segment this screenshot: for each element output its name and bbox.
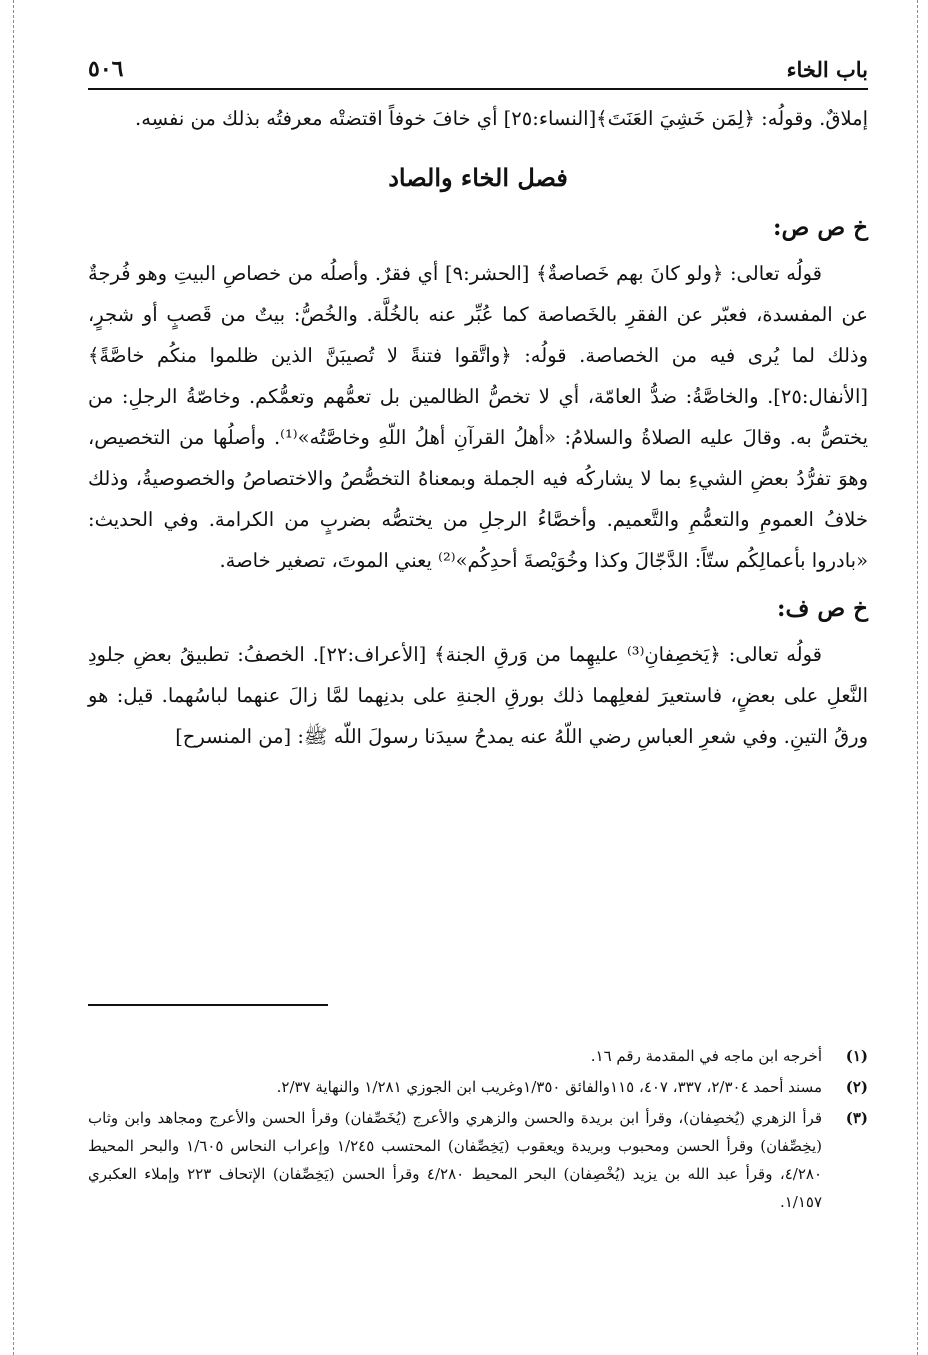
root-heading: خ ص ص: xyxy=(773,214,868,241)
chapter-title: باب الخاء xyxy=(786,57,868,82)
footnote-number: (٣) xyxy=(845,1109,868,1127)
entry-paragraph: قولُه تعالى: ﴿يَخصِفانِ⁽³⁾ عليهِما من وَرقِ الجنة﴾ [الأعراف:٢٢]. الخصفُ: تطبيقُ بعضِ جلودِ النَّعلِ على بعضٍ، فاستعيرَ لفعلِهما ذلك بورقِ الجنةِ على بدنِهما لمَّا زالَ عنهما لباسُهما. قيل: هو ورقُ التينِ. وفي شعرِ العباسِ رضي اللّهُ عنه يمدحُ سيدَنا رسولَ اللّه ﷺ: [من المنسرح] xyxy=(88,643,868,748)
page-number: ٥٠٦ xyxy=(88,56,124,82)
footnote-text: مسند أحمد ٢/٣٠٤، ٣٣٧، ٤٠٧، ١١٥والفائق ١/٣٥٠وغريب ابن الجوزي ١/٢٨١ والنهاية ٢/٣٧. xyxy=(276,1078,822,1096)
continuation-paragraph: إملاقٌ. وقولُه: ﴿لِمَن خَشِيَ العَنَتَ﴾[النساء:٢٥] أي خافَ خوفاً اقتضتْه معرفتُه بذلك من نفسِه. xyxy=(135,107,868,130)
right-margin-guide xyxy=(917,0,918,1355)
footnote-number: (١) xyxy=(845,1047,868,1065)
footnote-divider xyxy=(88,1004,328,1006)
entry-paragraph: قولُه تعالى: ﴿ولو كانَ بهم خَصاصةٌ﴾ [الحشر:٩] أي فقرٌ. وأصلُه من خصاصِ البيتِ وهو فُرجةٌ عن المفسدة، فعبّر عن الفقرِ بالخَصاصة كما عُبِّر عنه بالخُلَّة. والخُصُّ: بيتٌ من قَصبٍ أو شجرٍ، وذلك لما يُرى فيه من الخصاصة. قولُه: ﴿واتَّقوا فتنةً لا تُصيبَنَّ الذين ظلموا منكُم خاصَّةً﴾ [الأنفال:٢٥]. والخاصَّةُ: ضدُّ العامّة، أي لا تخصُّ الظالمين بل تعمُّهم وتعمُّكم. وخاصّةُ الرجلِ: من يختصُّ به. وقالَ عليه الصلاةُ والسلامُ: «أهلُ القرآنِ أهلُ اللّهِ وخاصَّتُه»⁽¹⁾. وأصلُها من التخصيص، وهوَ تفرُّدُ بعضِ الشيءِ بما لا يشاركُه فيه الجملة وبمعناهُ التخصُّصُ والاختصاصُ والخصوصيةُ، وذلك خلافُ العمومِ والتعمُّمِ والتَّعميم. وأخصَّاءُ الرجلِ من يختصُّه بضربٍ من الكرامة. وفي الحديث: «بادروا بأعمالِكُم ستّاً: الدَّجّالَ وكذا وخُوَيْصةَ أحدِكُم»⁽²⁾ يعني الموتَ، تصغير خاصة. xyxy=(88,262,868,572)
section-title: فصل الخاء والصاد xyxy=(388,163,568,192)
left-margin-guide xyxy=(13,0,14,1355)
footnote-text: قرأ الزهري (يُخصِفان)، وقرأ ابن بريدة والحسن والزهري والأعرج (يُخَصِّفان) وقرأ الحسن والأعرج ومجاهد وابن وثاب (يخِصِّفان) وقرأ الحسن ومحبوب وبريدة ويعقوب (يَخِصِّفان) المحتسب ١/٢٤٥ وإعراب النحاس ١/٦٠٥ والبحر المحيط ٤/٢٨٠، وقرأ عبد الله بن يزيد (يُخْصِفان) البحر المحيط ٤/٢٨٠ وقرأ الحسن (يَخِصِّفان) الإتحاف ٢٢٣ وإملاء العكبري ١/١٥٧. xyxy=(88,1109,822,1211)
footnote-item xyxy=(88,1104,868,1216)
running-header xyxy=(88,40,868,90)
footnote-text: أخرجه ابن ماجه في المقدمة رقم ١٦. xyxy=(590,1047,822,1065)
footnote-number: (٢) xyxy=(845,1078,868,1096)
root-heading: خ ص ف: xyxy=(776,595,868,622)
footnote-item xyxy=(88,1042,868,1070)
book-page xyxy=(88,40,868,1211)
footnote-item xyxy=(88,1073,868,1101)
footnotes xyxy=(88,1042,868,1219)
